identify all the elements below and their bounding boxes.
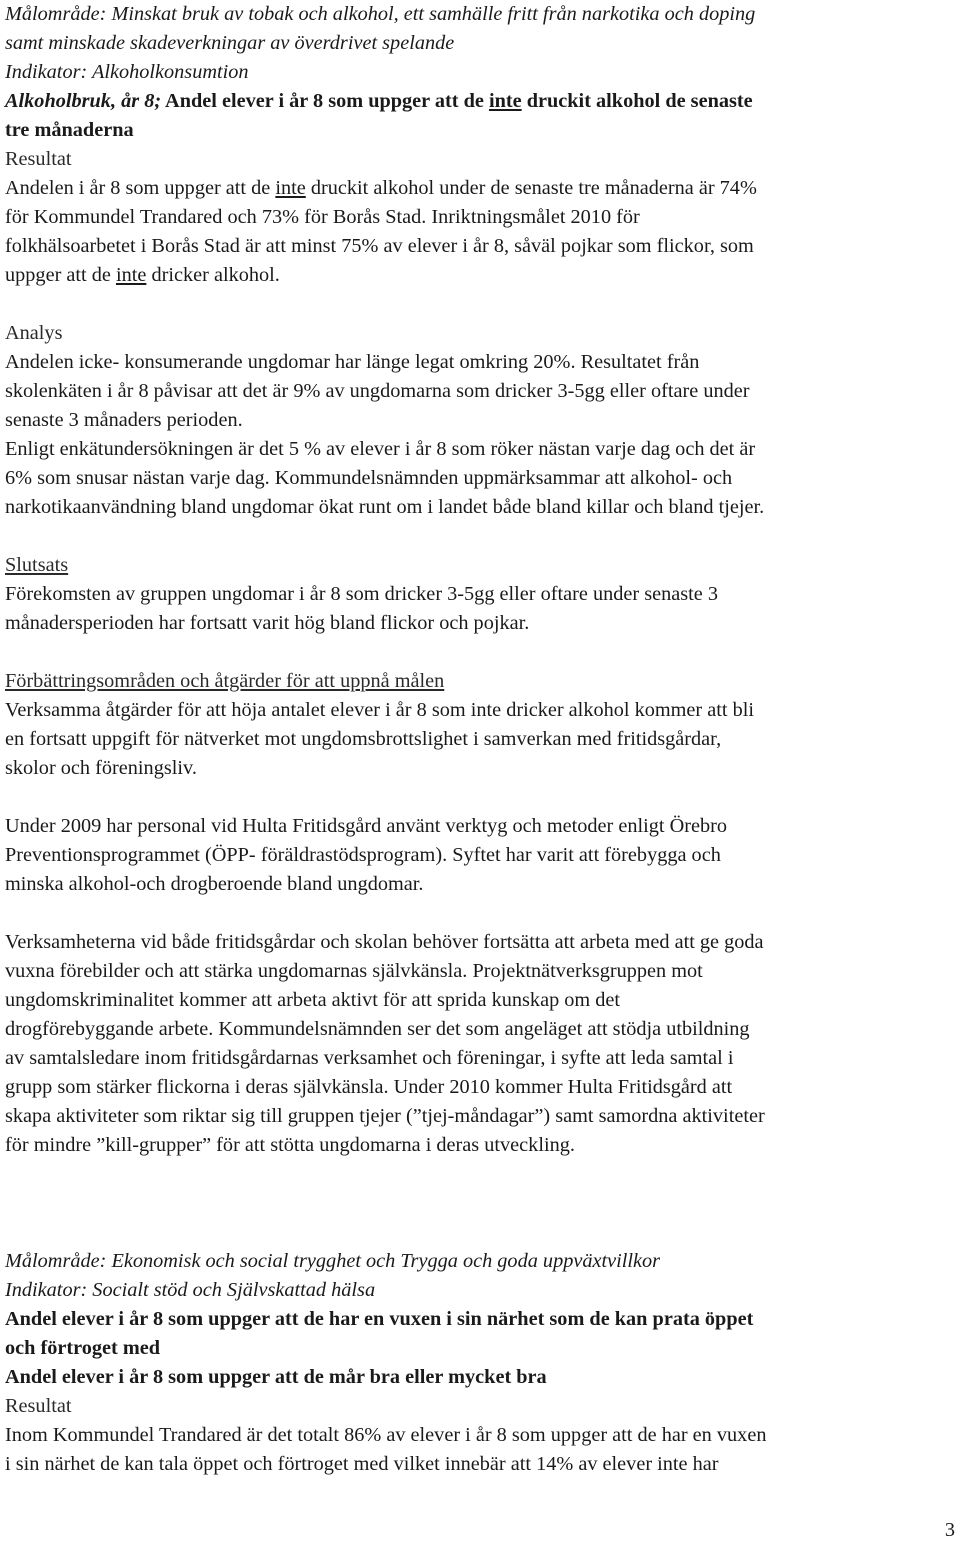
forbattring-text-line: drogförebyggande arbete. Kommundelsnämnden ser det som angeläget att stödja utbildning [5,1018,750,1040]
document-page [5,0,957,1479]
spacer [5,1160,957,1218]
spacer [5,290,957,319]
analys-text-line: skolenkäten i år 8 påvisar att det är 9% av ungdomarna som dricker 3-5gg eller oftare under [5,380,750,402]
resultat-label-2: Resultat [5,1395,72,1417]
indicator-title-2: Andel elever i år 8 som uppger att de har en vuxen i sin närhet som de kan prata öppet [5,1308,754,1330]
forbattring-text-line: skapa aktiviteter som riktar sig till gruppen tjejer (”tjej-måndagar”) samt samordna aktiviteter [5,1105,765,1127]
analys-text-line: Enligt enkätundersökningen är det 5 % av elever i år 8 som röker nästan varje dag och det är [5,438,756,460]
analys-text-line: narkotikaanvändning bland ungdomar ökat runt om i landet både bland killar och bland tjejer. [5,496,765,518]
spacer [5,899,957,928]
forbattring-text-line: Verksamma åtgärder för att höja antalet elever i år 8 som inte dricker alkohol kommer att bli [5,699,754,721]
spacer [5,638,957,667]
forbattring-text-line: för mindre ”kill-grupper” för att stötta ungdomarna i deras utveckling. [5,1134,575,1156]
indikator-heading-2: Indikator: Socialt stöd och Självskattad hälsa [5,1279,376,1301]
resultat-l1-pre: Andelen i år 8 som uppger att de [5,177,276,199]
indikator-heading: Indikator: Alkoholkonsumtion [5,61,249,83]
indicator-title-post: druckit alkohol de senaste [521,90,753,112]
slutsats-text-line: Förekomsten av gruppen ungdomar i år 8 som dricker 3-5gg eller oftare under senaste 3 [5,583,719,605]
slutsats-text-line: månadersperioden har fortsatt varit hög bland flickor och pojkar. [5,612,530,634]
resultat-l4-inte: inte [115,264,147,286]
resultat-label: Resultat [5,148,72,170]
resultat-l1-post: druckit alkohol under de senaste tre månaderna är 74% [305,177,757,199]
resultat-l4-post: dricker alkohol. [146,264,280,286]
forbattring-text-line: Under 2009 har personal vid Hulta Fritidsgård använt verktyg och metoder enligt Örebro [5,815,728,837]
resultat-text-line [5,174,957,203]
forbattring-text-line: av samtalsledare inom fritidsgårdarnas verksamhet och föreningar, i syfte att leda samtal i [5,1047,734,1069]
resultat-2-text-line: Inom Kommundel Trandared är det totalt 86% av elever i år 8 som uppger att de har en vuxen [5,1424,767,1446]
forbattring-text-line: grupp som stärker flickorna i deras självkänsla. Under 2010 kommer Hulta Fritidsgård att [5,1076,733,1098]
forbattring-text-line: skolor och föreningsliv. [5,757,197,779]
spacer [5,522,957,551]
analys-text-line: 6% som snusar nästan varje dag. Kommundelsnämnden uppmärksammar att alkohol- och [5,467,733,489]
resultat-l1-inte: inte [275,177,306,199]
resultat-text-line: folkhälsoarbetet i Borås Stad är att minst 75% av elever i år 8, såväl pojkar som flickor, som [5,235,754,257]
analys-text-line: Andelen icke- konsumerande ungdomar har länge legat omkring 20%. Resultatet från [5,351,700,373]
forbattring-text-line: vuxna förebilder och att stärka ungdomarnas självkänsla. Projektnätverksgruppen mot [5,960,703,982]
indicator-title [5,87,957,116]
indicator-title-2-cont: och förtroget med [5,1337,161,1359]
analys-text-line: senaste 3 månaders perioden. [5,409,243,431]
forbattring-text-line: Verksamheterna vid både fritidsgårdar och skolan behöver fortsätta att arbeta med att ge goda [5,931,764,953]
forbattring-text-line: en fortsatt uppgift för nätverket mot ungdomsbrottslighet i samverkan med fritidsgårdar, [5,728,722,750]
slutsats-label: Slutsats [5,554,69,576]
resultat-2-text-line: i sin närhet de kan tala öppet och förtroget med vilket innebär att 14% av elever inte har [5,1453,719,1475]
forbattring-text-line: ungdomskriminalitet kommer att arbeta aktivt för att sprida kunskap om det [5,989,621,1011]
forbattring-text-line: minska alkohol-och drogberoende bland ungdomar. [5,873,424,895]
indicator-title-3: Andel elever i år 8 som uppger att de mår bra eller mycket bra [5,1366,547,1388]
resultat-text-line: för Kommundel Trandared och 73% för Borås Stad. Inriktningsmålet 2010 för [5,206,640,228]
page-number: 3 [944,1519,955,1541]
indicator-title-italic: Alkoholbruk, år 8; [5,90,162,112]
malomrade-heading: Målområde: Minskat bruk av tobak och alkohol, ett samhälle fritt från narkotika och doping [5,3,756,25]
analys-label: Analys [5,322,63,344]
resultat-text-line [5,261,957,290]
indicator-title-inte: inte [488,90,522,112]
forbattring-text-line: Preventionsprogrammet (ÖPP- föräldrastödsprogram). Syftet har varit att förebygga och [5,844,721,866]
malomrade-heading-cont: samt minskade skadeverkningar av överdrivet spelande [5,32,455,54]
spacer [5,783,957,812]
indicator-title-pre: Andel elever i år 8 som uppger att de [161,90,489,112]
spacer [5,1218,957,1247]
indicator-title-cont: tre månaderna [5,119,134,141]
resultat-l4-pre: uppger att de [5,264,116,286]
malomrade-heading-2: Målområde: Ekonomisk och social trygghet och Trygga och goda uppväxtvillkor [5,1250,661,1272]
forbattring-label: Förbättringsområden och åtgärder för att uppnå målen [5,670,445,692]
